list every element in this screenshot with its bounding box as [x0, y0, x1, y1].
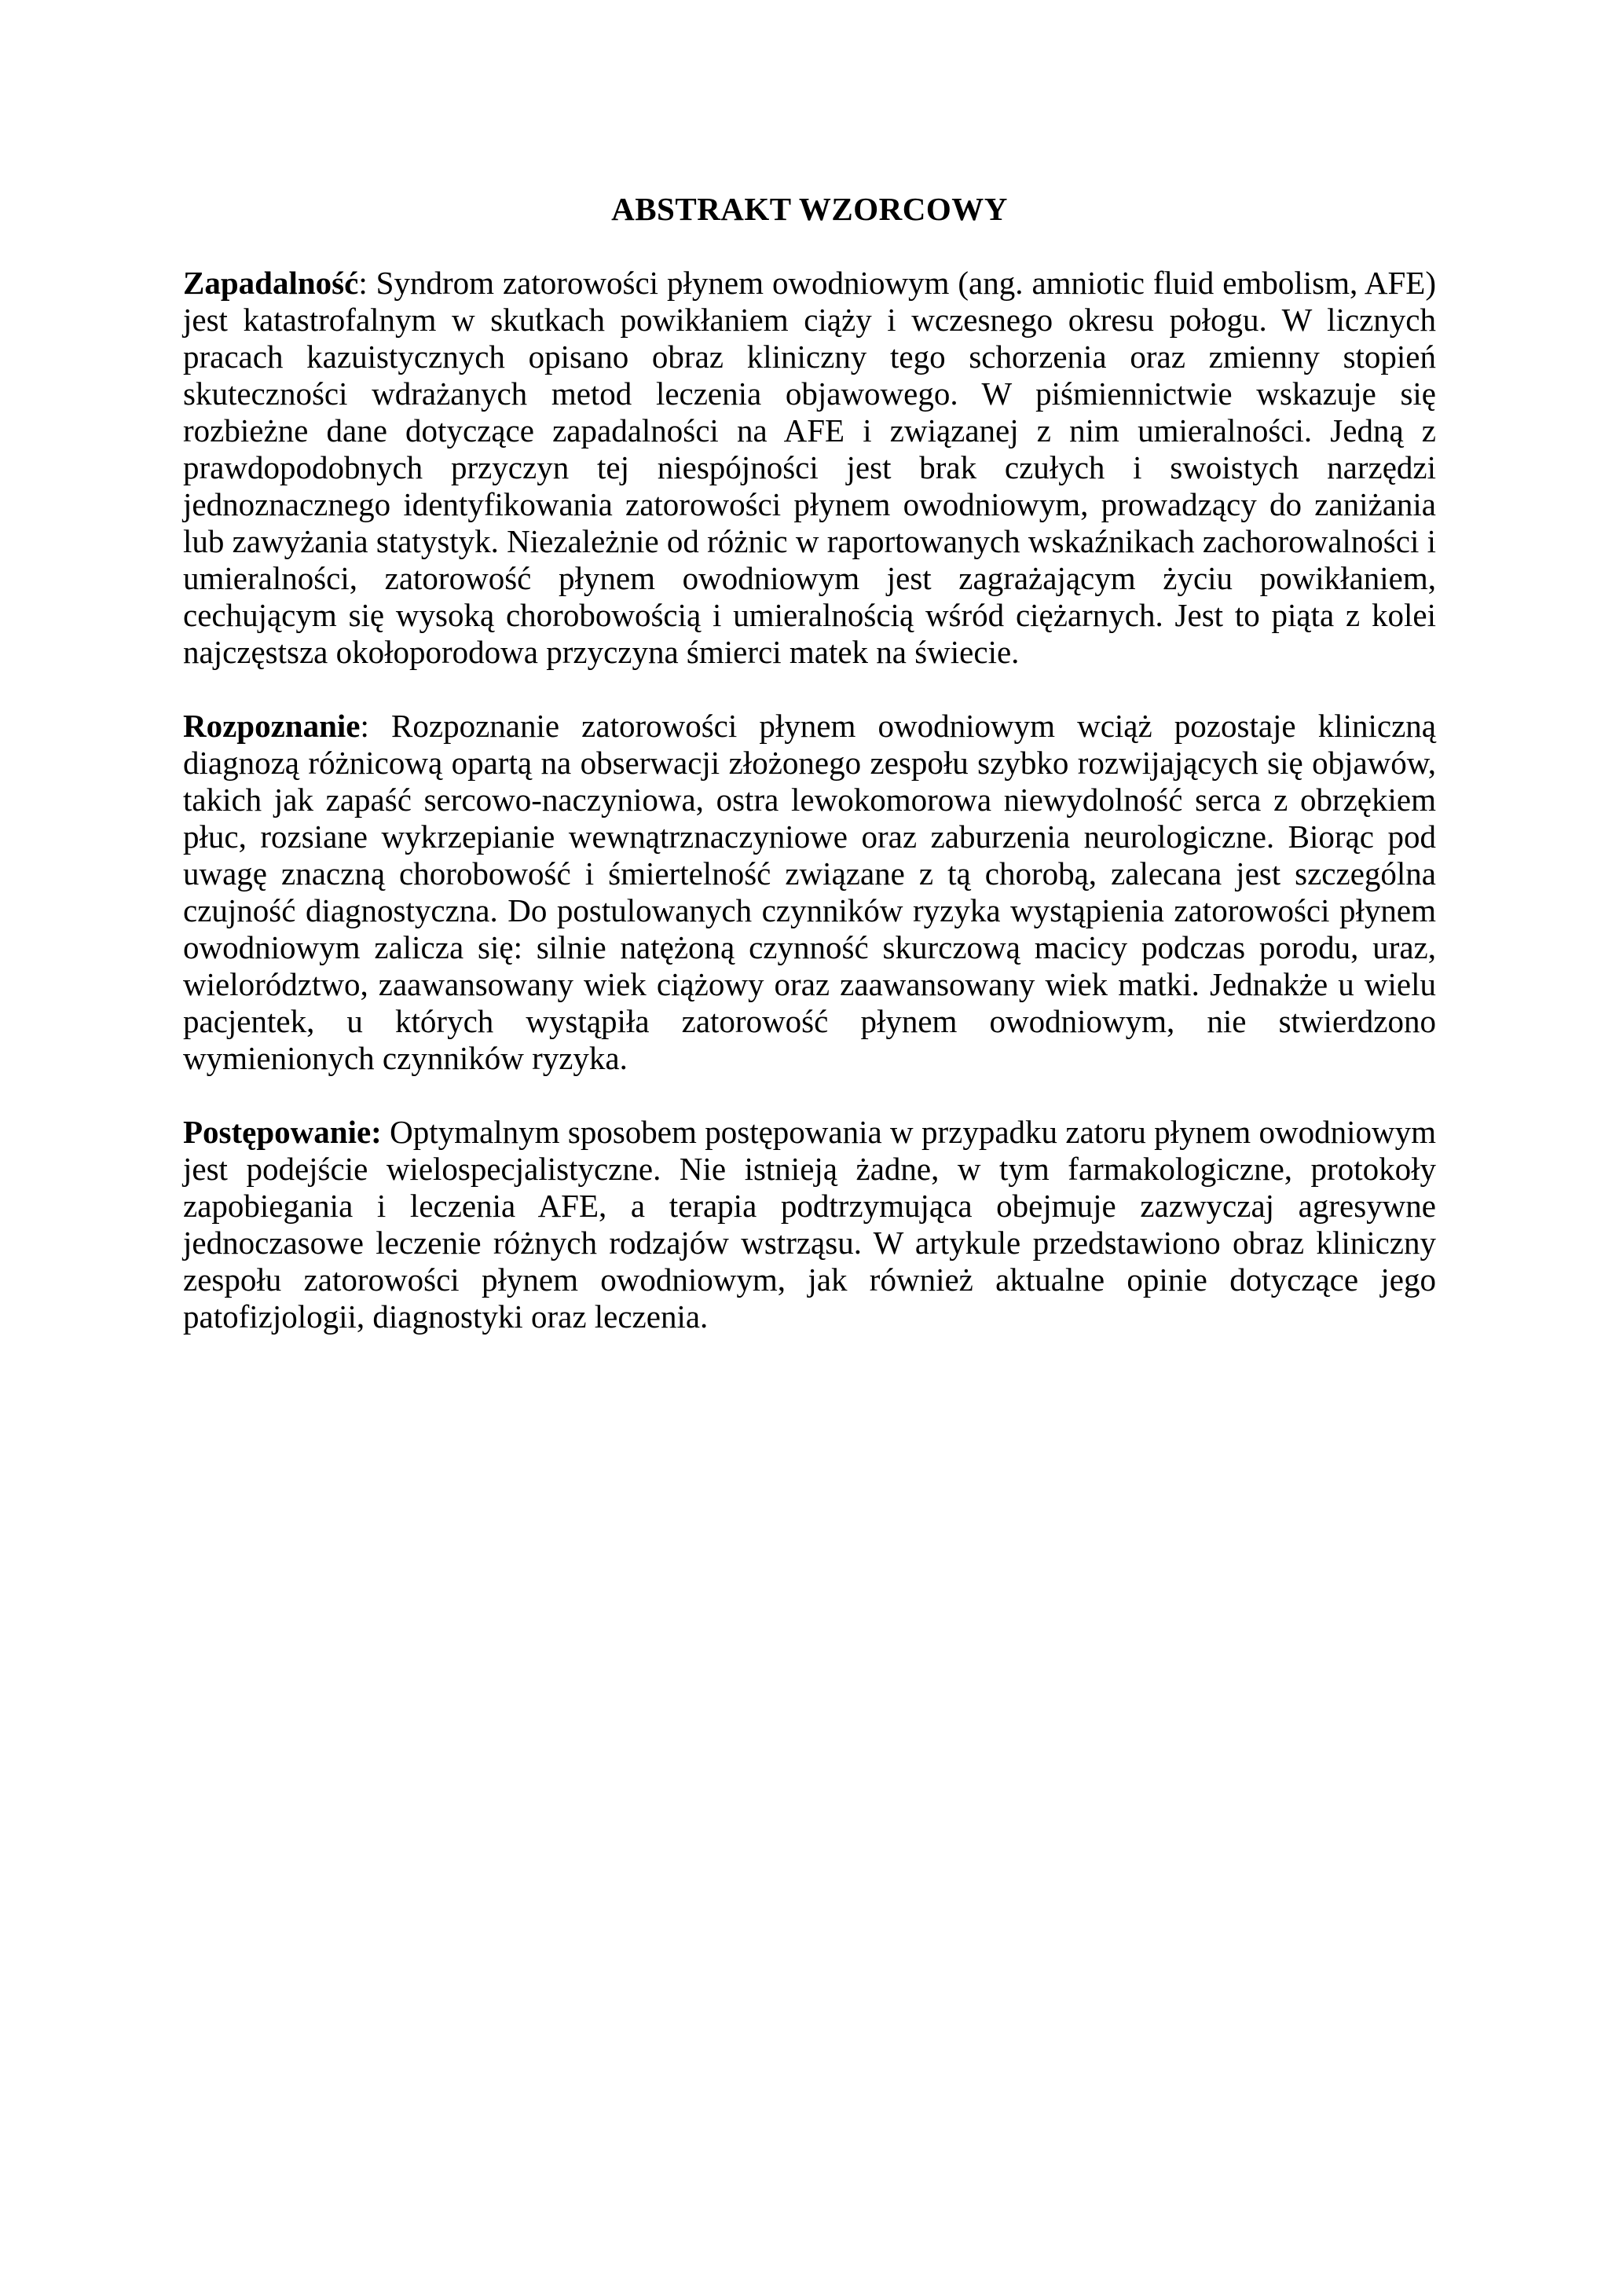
paragraph-label-zapadalnosc: Zapadalność — [183, 265, 359, 301]
paragraph-colon: : — [371, 1114, 382, 1150]
paragraph-label-postepowanie: Postępowanie — [183, 1114, 372, 1150]
paragraph-colon: : — [360, 708, 369, 744]
paragraph-body-rozpoznanie: Rozpoznanie zatorowości płynem owodniowym wciąż pozostaje kliniczną diagnozą różnicową opartą na obserwacji złożonego zespołu szybko rozwijających się objawów, takich jak zapaść sercowo-naczyniowa, ostra lewokomorowa niewydolność serca z obrzękiem płuc, rozsiane wykrzepianie wewnątrznaczyniowe oraz zaburzenia neurologiczne. Biorąc pod uwagę znaczną chorobowość i śmiertelność związane z tą chorobą, zalecana jest szczególna czujność diagnostyczna. Do postulowanych czynników ryzyka wystąpienia zatorowości płynem owodniowym zalicza się: silnie natężoną czynność skurczową macicy podczas porodu, uraz, wielorództwo, zaawansowany wiek ciążowy oraz zaawansowany wiek matki. Jednakże u wielu pacjentek, u których wystąpiła zatorowość płynem owodniowym, nie stwierdzono wymienionych czynników ryzyka. — [183, 708, 1437, 1076]
paragraph-body-postepowanie: Optymalnym sposobem postępowania w przypadku zatoru płynem owodniowym jest podejście wielospecjalistyczne. Nie istnieją żadne, w tym farmakologiczne, protokoły zapobiegania i leczenia AFE, a terapia podtrzymująca obejmuje zazwyczaj agresywne jednoczasowe leczenie różnych rodzajów wstrząsu. W artykule przedstawiono obraz kliniczny zespołu zatorowości płynem owodniowym, jak również aktualne opinie dotyczące jego patofizjologii, diagnostyki oraz leczenia. — [183, 1114, 1437, 1335]
paragraph-postepowanie — [183, 1114, 1436, 1335]
paragraph-colon: : — [358, 265, 368, 301]
paragraph-body-zapadalnosc: Syndrom zatorowości płynem owodniowym (ang. amniotic fluid embolism, AFE) jest katastrofalnym w skutkach powikłaniem ciąży i wczesnego okresu połogu. W licznych pracach kazuistycznych opisano obraz kliniczny tego schorzenia oraz zmienny stopień skuteczności wdrażanych metod leczenia objawowego. W piśmiennictwie wskazuje się rozbieżne dane dotyczące zapadalności na AFE i związanej z nim umieralności. Jedną z prawdopodobnych przyczyn tej niespójności jest brak czułych i swoistych narzędzi jednoznacznego identyfikowania zatorowości płynem owodniowym, prowadzący do zaniżania lub zawyżania statystyk. Niezależnie od różnic w raportowanych wskaźnikach zachorowalności i umieralności, zatorowość płynem owodniowym jest zagrażającym życiu powikłaniem, cechującym się wysoką chorobowością i umieralnością wśród ciężarnych. Jest to piąta z kolei najczęstsza okołoporodowa przyczyna śmierci matek na świecie. — [183, 265, 1436, 670]
paragraph-rozpoznanie — [183, 708, 1436, 1077]
paragraph-zapadalnosc — [183, 265, 1436, 671]
page-title: ABSTRAKT WZORCOWY — [611, 191, 1008, 227]
paragraph-label-rozpoznanie: Rozpoznanie — [183, 708, 361, 744]
